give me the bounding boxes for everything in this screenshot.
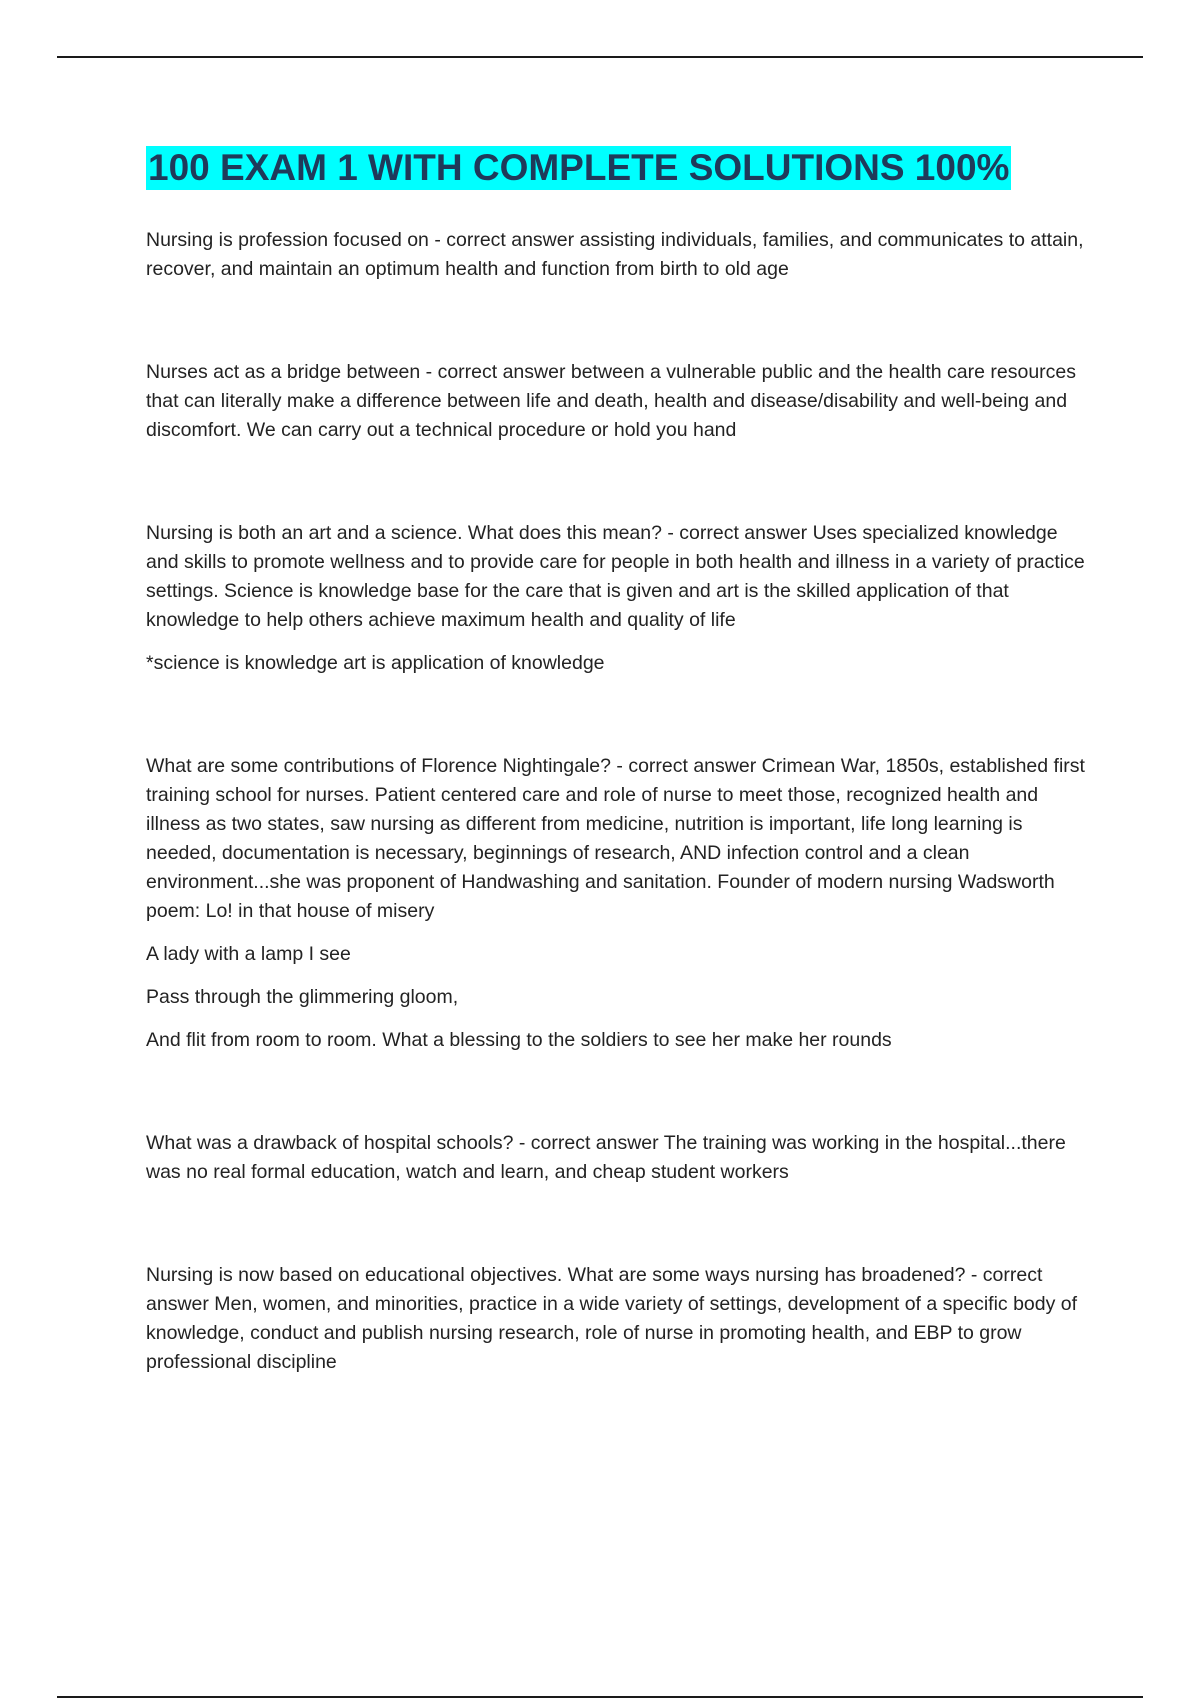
document-body [146,146,1086,1391]
qa-paragraph: What are some contributions of Florence Nightingale? - correct answer Crimean War, 1850s, established first training school for nurses. Patient centered care and role of nurse to meet those, recognized health and illness as two states, saw nursing as different from medicine, nutrition is important, life long learning is needed, documentation is necessary, beginnings of research, AND infection control and a clean environment...she was proponent of Handwashing and sanitation. Founder of modern nursing Wadsworth poem: Lo! in that house of misery [146,755,1085,922]
qa-paragraph: Nursing is profession focused on - correct answer assisting individuals, families, and communicates to attain, recover, and maintain an optimum health and function from birth to old age [146,229,1084,280]
entry-spacer [146,459,1086,519]
entry-spacer [146,1201,1086,1261]
qa-entry-florence-nightingale [146,752,1086,1055]
qa-note: *science is knowledge art is application of knowledge [146,652,605,674]
poem-line: Pass through the glimmering gloom, [146,986,459,1008]
poem-line: A lady with a lamp I see [146,943,351,965]
page-top-rule [57,56,1143,58]
qa-entry-art-and-science [146,519,1086,678]
poem-line: And flit from room to room. What a blessing to the soldiers to see her make her rounds [146,1029,892,1051]
document-title: 100 EXAM 1 WITH COMPLETE SOLUTIONS 100% [148,147,1010,188]
entry-spacer [146,298,1086,358]
qa-entry-hospital-schools [146,1129,1086,1187]
qa-paragraph: Nursing is now based on educational objectives. What are some ways nursing has broadened? - correct answer Men, women, and minorities, practice in a wide variety of settings, development of a specific body of knowledge, conduct and publish nursing research, role of nurse in promoting health, and EBP to grow professional discipline [146,1264,1078,1373]
entry-spacer [146,692,1086,752]
qa-paragraph: Nurses act as a bridge between - correct answer between a vulnerable public and the health care resources that can literally make a difference between life and death, health and disease/disability and well-being and discomfort. We can carry out a technical procedure or hold you hand [146,361,1077,441]
qa-paragraph: Nursing is both an art and a science. What does this mean? - correct answer Uses specialized knowledge and skills to promote wellness and to provide care for people in both health and illness in a variety of practice settings. Science is knowledge base for the care that is given and art is the skilled application of that knowledge to help others achieve maximum health and quality of life [146,522,1085,631]
qa-paragraph: What was a drawback of hospital schools? - correct answer The training was working in the hospital...there was no real formal education, watch and learn, and cheap student workers [146,1132,1066,1183]
qa-entry-nurses-bridge [146,358,1086,445]
qa-entry-nursing-broadened [146,1261,1086,1377]
page-bottom-rule [57,1696,1143,1698]
entry-spacer [146,1069,1086,1129]
title-block [146,146,1086,190]
qa-entry-nursing-profession [146,226,1086,284]
